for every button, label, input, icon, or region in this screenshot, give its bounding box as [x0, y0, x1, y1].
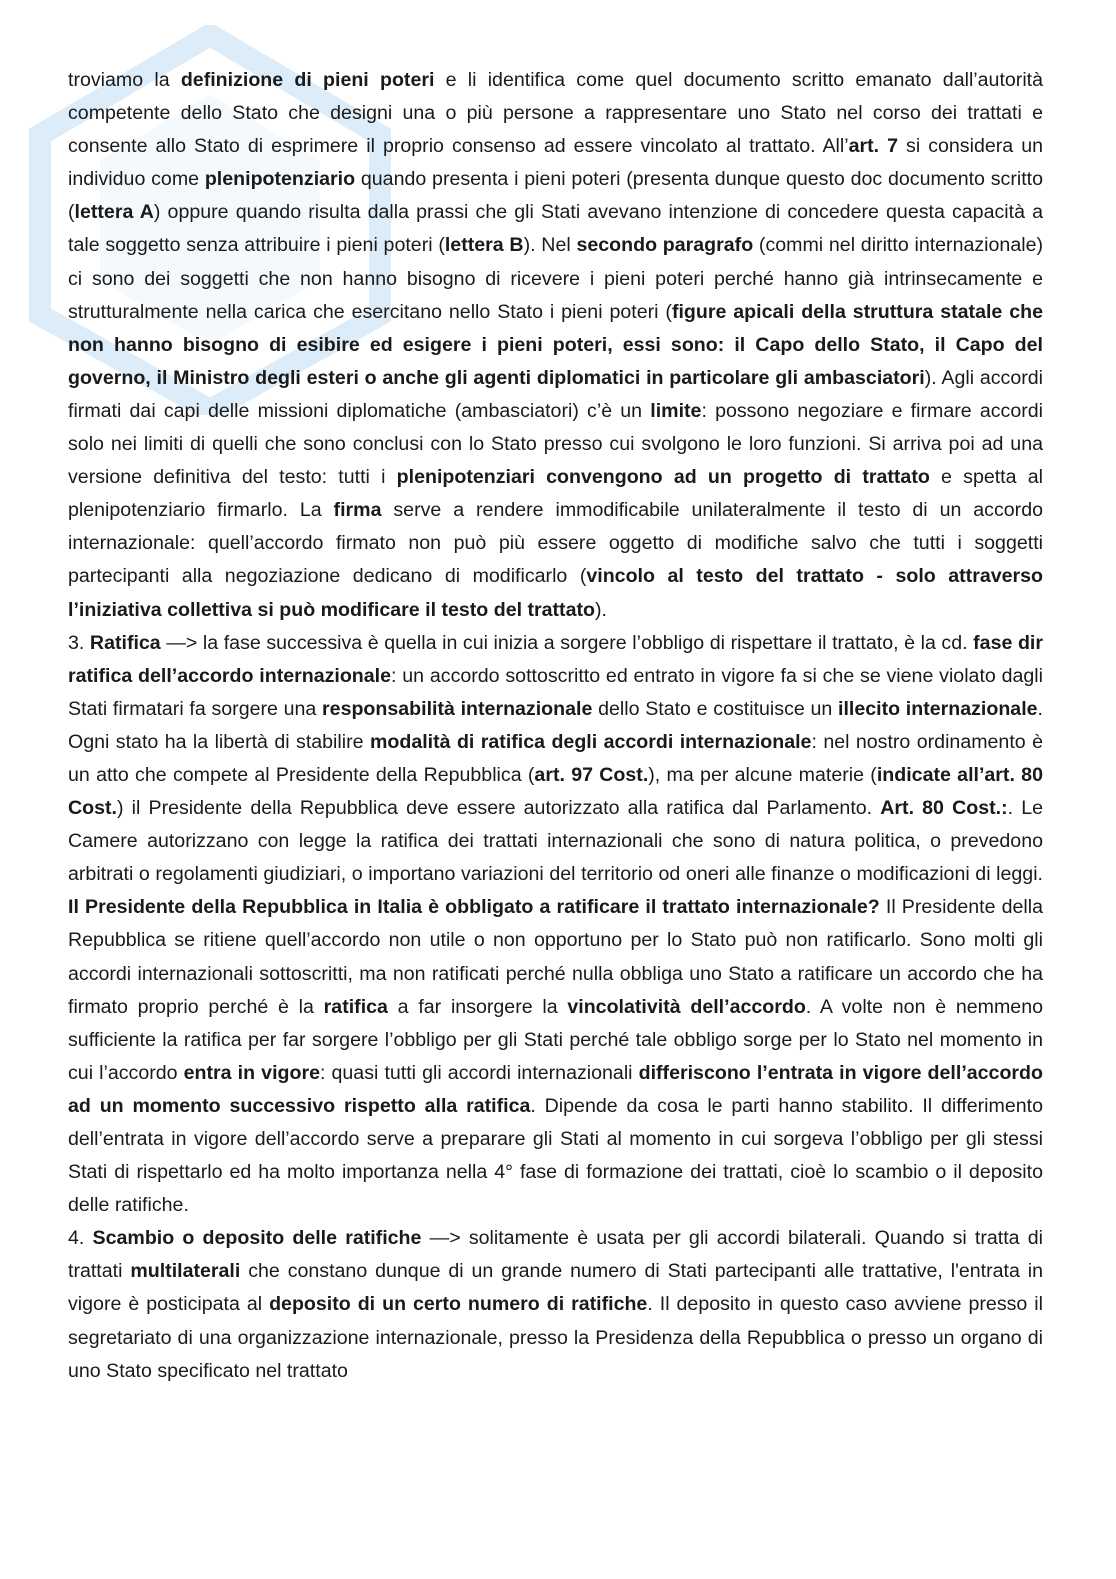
bold-text: indicate all’art. 80 Cost. [68, 763, 1043, 820]
text-run: . Ogni stato ha la libertà di stabilire [68, 697, 1043, 753]
bold-text: fase dir ratifica dell’accordo internazionale [68, 631, 1043, 687]
text-run: ) oppure quando risulta dalla prassi che gli Stati avevano intenzione di concedere questa capacità a tale soggetto senza attribuire i pieni poteri ( [68, 201, 1043, 257]
bold-text: ratifica [323, 995, 388, 1018]
bold-text: Art. 80 Cost.: [880, 797, 1008, 820]
paragraph-ratifica [68, 627, 1043, 1223]
bold-text: Il Presidente della Repubblica in Italia è obbligato a ratificare il trattato internazionale? [68, 896, 880, 919]
bold-text: Scambio o deposito delle ratifiche [92, 1227, 422, 1250]
text-run: troviamo la [68, 69, 181, 91]
text-run: che constano dunque di un grande numero di Stati partecipanti alle trattative, l'entrata in vigore è posticipata al [68, 1260, 1043, 1316]
bold-text: art. 7 [848, 135, 899, 158]
text-run: . Le Camere autorizzano con legge la ratifica dei trattati internazionali che sono di natura politica, o prevedono arbitrati o regolamenti giudiziari, o importano variazioni del territorio od oneri alle finanze o modificazioni di leggi. [68, 797, 1044, 886]
bold-text: secondo paragrafo [576, 234, 754, 257]
bold-text: plenipotenziario [204, 168, 356, 191]
text-run: ) il Presidente della Repubblica deve essere autorizzato alla ratifica dal Parlamento. [116, 797, 881, 820]
bold-text: limite [650, 399, 702, 422]
text-run: . Il deposito in questo caso avviene presso il segretariato di una organizzazione internazionale, presso la Presidenza della Repubblica o presso un organo di uno Stato specificato nel trattato [68, 1293, 1043, 1382]
document-body [68, 64, 1043, 1388]
bold-text: Ratifica [89, 631, 161, 654]
text-run: 4. [68, 1227, 93, 1250]
text-run: —> la fase successiva è quella in cui inizia a sorgere l’obbligo di rispettare il trattato, è la cd. [160, 631, 974, 654]
text-run: a far insorgere la [387, 995, 568, 1018]
text-run: : nel nostro ordinamento è un atto che compete al Presidente della Repubblica ( [68, 730, 1043, 786]
bold-text: modalità di ratifica degli accordi internazionale [369, 730, 812, 753]
bold-text: entra in vigore [183, 1061, 320, 1084]
text-run: : possono negoziare e firmare accordi solo nei limiti di quelli che sono conclusi con lo Stato presso cui svolgono le loro funzioni. Si arriva poi ad una versione definitiva del testo: tutti i [68, 399, 1043, 489]
text-run: ). Nel [523, 234, 577, 257]
text-run: quando presenta i pieni poteri (presenta dunque questo doc documento scritto ( [68, 168, 1043, 224]
text-run: ). Agli accordi firmati dai capi delle missioni diplomatiche (ambasciatori) c’è un [68, 366, 1043, 422]
bold-text: responsabilità internazionale [322, 697, 593, 720]
text-run: Il Presidente della Repubblica se ritiene quell’accordo non utile o non opportuno per lo Stato può non ratificarlo. Sono molti gli accordi internazionali sottoscritti, ma non ratificati perché nulla obbliga uno Stato a ratificare un accordo che ha firmato proprio perché è la [68, 896, 1044, 1018]
text-run: —> solitamente è usata per gli accordi bilaterali. Quando si tratta di trattati [68, 1227, 1043, 1283]
text-run: : quasi tutti gli accordi internazionali [319, 1061, 639, 1084]
paragraph-scambio-deposito [68, 1222, 1043, 1387]
bold-text: multilaterali [130, 1260, 241, 1283]
bold-text: firma [333, 499, 382, 522]
bold-text: differiscono l’entrata in vigore dell’accordo ad un momento successivo rispetto alla ratifica [68, 1061, 1043, 1117]
text-run: e li identifica come quel documento scritto emanato dall’autorità competente dello Stato che designi una o più persone a rappresentare uno Stato nel corso dei trattati e consente allo Stato di esprimere il proprio consenso ad essere vincolato al trattato. All’ [68, 69, 1044, 158]
bold-text: lettera A [74, 201, 154, 224]
bold-text: plenipotenziari convengono ad un progetto di trattato [396, 466, 930, 489]
text-run: ), ma per alcune materie ( [648, 763, 877, 786]
text-run: 3. [68, 631, 90, 654]
text-run: . A volte non è nemmeno sufficiente la ratifica per far sorgere l’obbligo per gli Stati perché tale obbligo sorge per lo Stato nel momento in cui l’accordo [68, 995, 1043, 1084]
bold-text: definizione di pieni poteri [180, 69, 435, 91]
text-run: : un accordo sottoscritto ed entrato in vigore fa si che se viene violato dagli Stati firmatari fa sorgere una [68, 664, 1043, 720]
bold-text: figure apicali della struttura statale che non hanno bisogno di esibire ed esigere i pieni poteri, essi sono: il Capo dello Stato, il Capo del governo, il Ministro degli esteri o anche gli agenti diplomatici in particolare gli ambasciatori [68, 300, 1043, 389]
bold-text: lettera B [444, 234, 524, 257]
bold-text: deposito di un certo numero di ratifiche [269, 1293, 648, 1316]
text-run: ). [594, 598, 607, 621]
bold-text: illecito internazionale [838, 697, 1038, 720]
text-run: . Dipende da cosa le parti hanno stabilito. Il differimento dell’entrata in vigore dell’accordo serve a preparare gli Stati al momento in cui sorgeva l’obbligo per gli stessi Stati di rispettarlo ed ha molto importanza nella 4° fase di formazione dei trattati, cioè lo scambio o il deposito delle ratifiche. [68, 1094, 1043, 1217]
paragraph-pieni-poteri [68, 64, 1043, 627]
text-run: serve a rendere immodificabile unilateralmente il testo di un accordo internazionale: quell’accordo firmato non può più essere oggetto di modifiche salvo che tutti i soggetti partecipanti alla negoziazione dedicano di modificarlo ( [68, 499, 1043, 588]
text-run: si considera un individuo come [68, 135, 1043, 191]
bold-text: vincolo al testo del trattato - solo attraverso l’iniziativa collettiva si può modificare il testo del trattato [68, 565, 1043, 621]
bold-text: vincolatività dell’accordo [567, 995, 806, 1018]
text-run: e spetta al plenipotenziario firmarlo. La [68, 466, 1043, 522]
text-run: (commi nel diritto internazionale) ci sono dei soggetti che non hanno bisogno di ricevere i pieni poteri perché hanno già intrinsecamente e strutturalmente nella carica che esercitano nello Stato i pieni poteri ( [68, 234, 1043, 323]
text-run: dello Stato e costituisce un [592, 697, 839, 720]
bold-text: art. 97 Cost. [534, 763, 649, 786]
